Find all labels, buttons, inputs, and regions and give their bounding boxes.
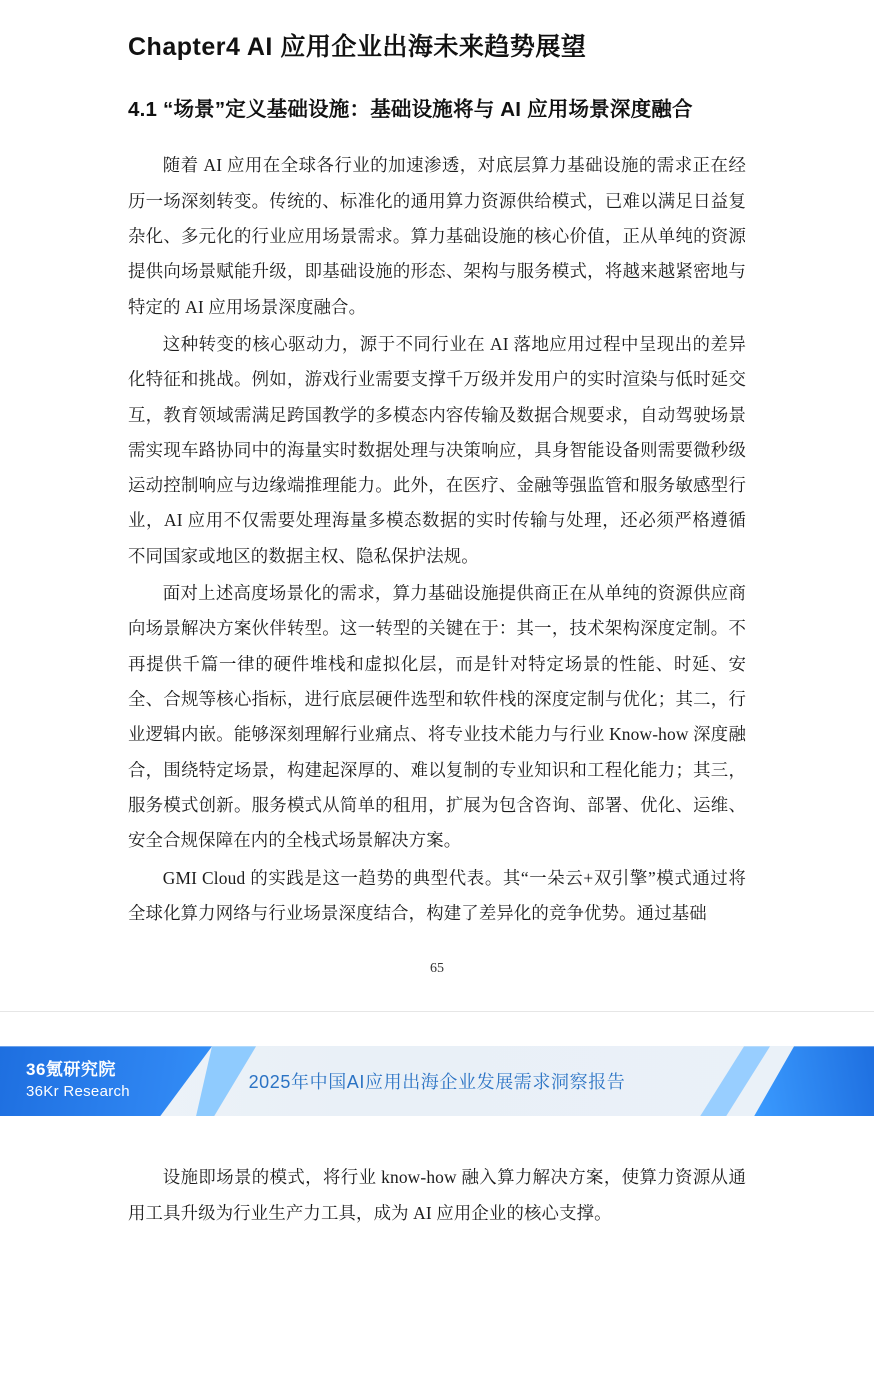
page-number: 65 (430, 961, 444, 977)
page-break (0, 1011, 874, 1046)
paragraph: 这种转变的核心驱动力，源于不同行业在 AI 落地应用过程中呈现出的差异化特征和挑战。例如，游戏行业需要支撑千万级并发用户的实时渲染与低时延交互，教育领域需满足跨国教学的多模态内容传输及数据合规要求，自动驾驶场景需实现车路协同中的海量实时数据处理与决策响应，具身智能设备则需要微秒级运动控制响应与边缘端推理能力。此外，在医疗、金融等强监管和服务敏感型行业，AI 应用不仅需要处理海量多模态数据的实时传输与处理，还必须严格遵循不同国家或地区的数据主权、隐私保护法规。 (128, 333, 746, 566)
chapter-title: Chapter4 AI 应用企业出海未来趋势展望 (128, 33, 587, 61)
paragraph: GMI Cloud 的实践是这一趋势的典型代表。其“一朵云+双引擎”模式通过将全球化算力网络与行业场景深度结合，构建了差异化的竞争优势。通过基础 (128, 867, 746, 924)
banner-right-shape (754, 1046, 874, 1116)
report-title: 2025年中国AI应用出海企业发展需求洞察报告 (248, 1072, 626, 1093)
footer-banner (0, 1046, 874, 1116)
brand-name-en: 36Kr Research (26, 1082, 130, 1100)
body-text (128, 126, 746, 931)
section-title: 4.1 “场景”定义基础设施：基础设施将与 AI 应用场景深度融合 (128, 98, 693, 121)
paragraph: 设施即场景的模式，将行业 know-how 融入算力解决方案，使算力资源从通用工具升级为行业生产力工具，成为 AI 应用企业的核心支撑。 (128, 1167, 746, 1223)
banner-right-shapes (724, 1046, 874, 1116)
paragraph: 面对上述高度场景化的需求，算力基础设施提供商正在从单纯的资源供应商向场景解决方案伙伴转型。这一转型的关键在于：其一，技术架构深度定制。不再提供千篇一律的硬件堆栈和虚拟化层，而是针对特定场景的性能、时延、安全、合规等核心指标，进行底层硬件选型和软件栈的深度定制与优化；其二，行业逻辑内嵌。能够深刻理解行业痛点、将专业技术能力与行业 Know-how 深度融合，围绕特定场景，构建起深厚的、难以复制的专业知识和工程化能力；其三，服务模式创新。服务模式从简单的租用，扩展为包含咨询、部署、优化、运维、安全合规保障在内的全栈式场景解决方案。 (128, 583, 746, 851)
paragraph: 随着 AI 应用在全球各行业的加速渗透，对底层算力基础设施的需求正在经历一场深刻转变。传统的、标准化的通用算力资源供给模式，已难以满足日益复杂化、多元化的行业应用场景需求。算力基础设施的核心价值，正从单纯的资源提供向场景赋能升级，即基础设施的形态、架构与服务模式，将越来越紧密地与特定的 AI 应用场景深度融合。 (128, 155, 746, 317)
next-page-content (0, 1116, 874, 1231)
brand-name-cn: 36氪研究院 (26, 1060, 116, 1080)
